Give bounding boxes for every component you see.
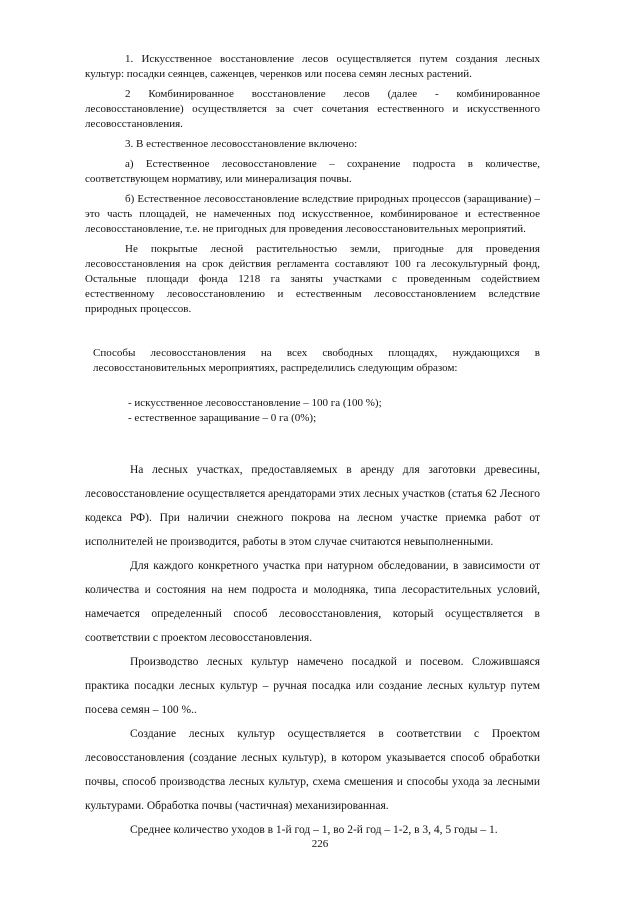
methods-section (93, 346, 540, 376)
bottom-section (85, 458, 540, 842)
top-section (85, 52, 540, 317)
paragraph-natural-b: б) Естественное лесовосстановление вследствие природных процессов (заращивание) – это часть площадей, не намеченных под искусственное, комбинированое и естественное лесовосстановление, т.е. не пригодных для проведения лесовосстановительных мероприятий. (85, 193, 540, 235)
paragraph-production: Производство лесных культур намечено посадкой и посевом. Сложившаяся практика посадки лесных культур – ручная посадка или создание лесных культур путем посева семян – 100 %.. (85, 656, 540, 716)
paragraph-combined: 2 Комбинированное восстановление лесов (далее - комбинированное лесовосстановление) осуществляется за счет сочетания естественного и искусственного лесовосстановления. (85, 88, 540, 130)
paragraph-care: Среднее количество уходов в 1-й год – 1, во 2-й год – 1-2, в 3, 4, 5 годы – 1. (130, 824, 498, 836)
paragraph-land-fund: Не покрытые лесной растительностью земли, пригодные для проведения лесовосстановления на срок действия регламента составляют 100 га лесокультурный фонд, Остальные площади фонда 1218 га заняты участками с проведенным содействием естественному лесовосстановлению и естественным лесовосстановлением вследствие природных процессов. (85, 243, 540, 315)
paragraph-artificial: 1. Искусственное восстановление лесов осуществляется путем создания лесных культур: посадки сеянцев, саженцев, черенков или посева семян лесных растений. (85, 53, 540, 80)
paragraph-natural-intro: 3. В естественное лесовосстановление включено: (125, 138, 358, 150)
paragraph-natural-a: а) Естественное лесовосстановление – сохранение подроста в количестве, соответствующем нормативу, или минерализация почвы. (85, 158, 540, 185)
methods-list-item: - искусственное лесовосстановление – 100 га (100 %); (128, 397, 382, 409)
paragraph-creation: Создание лесных культур осуществляется в соответствии с Проектом лесовосстановления (создание лесных культур), в котором указывается способ обработки почвы, способ производства лесных культур, схема смешения и способы ухода за лесными культурами. Обработка почвы (частичная) механизированная. (85, 728, 540, 812)
methods-list-item: - естественное заращивание – 0 га (0%); (128, 412, 317, 424)
methods-list (128, 396, 528, 426)
methods-intro: Способы лесовосстановления на всех свободных площадях, нуждающихся в лесовосстановительных мероприятиях, распределились следующим образом: (93, 347, 540, 374)
page-number: 226 (311, 838, 329, 850)
paragraph-survey: Для каждого конкретного участка при натурном обследовании, в зависимости от количества и состояния на нем подроста и молодняка, типа лесорастительных условий, намечается определенный способ лесовосстановления, который осуществляется в соответствии с проектом лесовосстановления. (85, 560, 540, 644)
paragraph-lease: На лесных участках, предоставляемых в аренду для заготовки древесины, лесовосстановление осуществляется арендаторами этих лесных участков (статья 62 Лесного кодекса РФ). При наличии снежного покрова на лесном участке приемка работ от исполнителей не производится, работы в этом случае считаются невыполненными. (85, 464, 541, 548)
